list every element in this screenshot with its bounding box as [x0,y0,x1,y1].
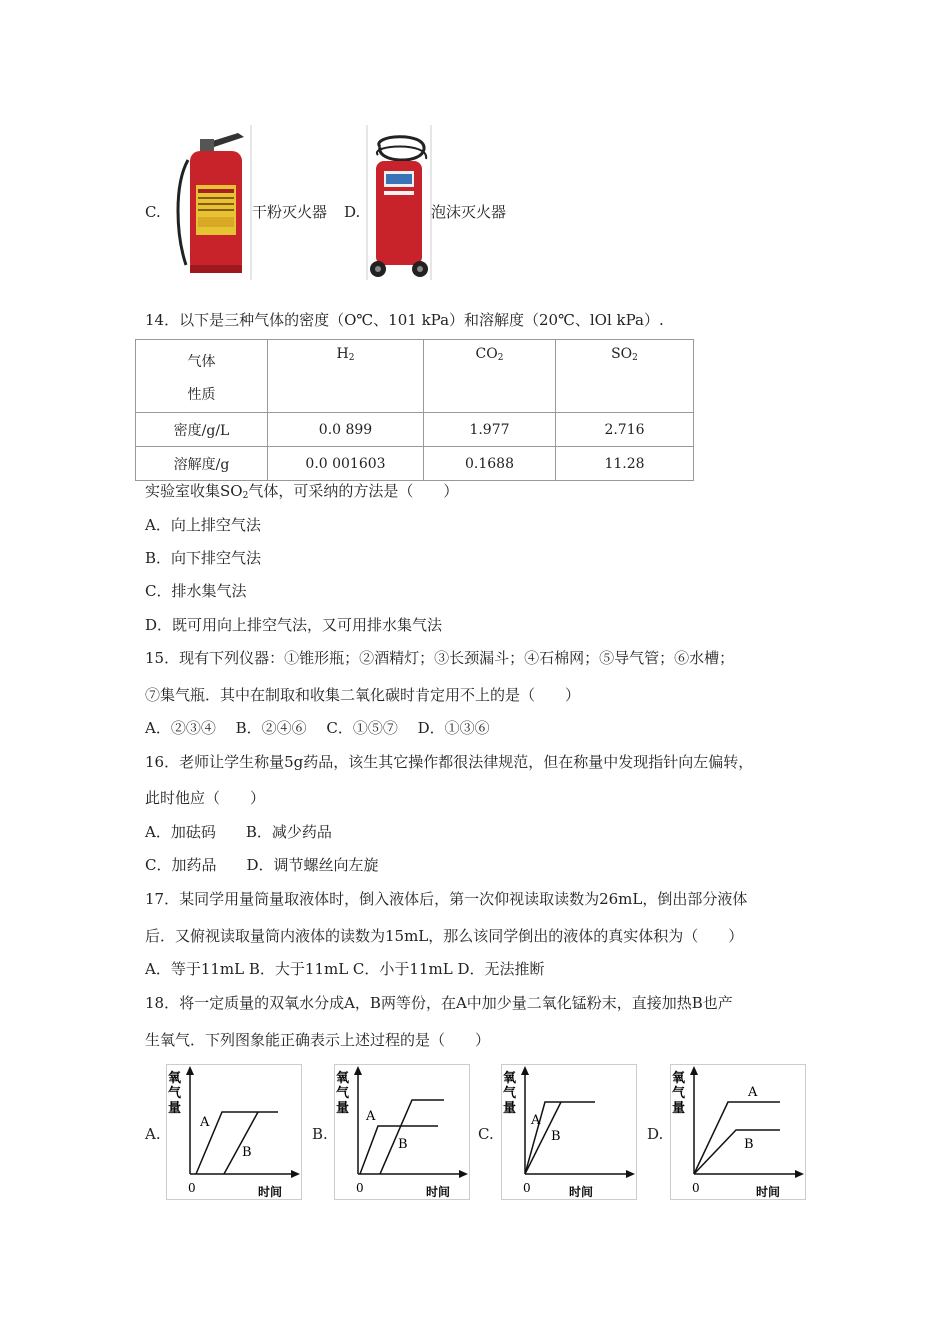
solubility-h2: 0.0 001603 [268,447,424,481]
q18-option-b-label: B. [312,1125,328,1143]
q14-option-c: C．排水集气法 [145,582,247,600]
q18-option-c-label: C. [478,1125,494,1143]
gas-header-h2: $H_2$ [268,340,424,413]
q18-graph-d [670,1064,806,1200]
density-so2: 2.716 [556,413,694,447]
y-axis-label: 氧气量 [168,1071,182,1116]
density-h2: 0.0 899 [268,413,424,447]
q15-options: A．②③④ B．②④⑥ C．①⑤⑦ D．①③⑥ [145,719,490,737]
q18-graph-c [501,1064,637,1200]
q17-line-2: 后．又俯视读取量筒内液体的读数为15mL，那么该同学倒出的液体的真实体积为（ ） [145,927,744,945]
series-a-label: A [200,1115,210,1130]
series-a-label: A [531,1113,541,1128]
q18-option-a-label: A. [145,1125,161,1143]
x-axis-label: 时间 [426,1185,451,1199]
q16-line-2: 此时他应（ ） [145,789,266,807]
row-label-density: 密度/g/L [136,413,268,447]
q14-option-b: B．向下排空气法 [145,549,262,567]
x-axis-label: 时间 [258,1185,283,1199]
x-axis-label: 时间 [756,1185,781,1199]
option-c-text: 干粉灭火器 [252,203,328,221]
series-b-label: B [398,1137,408,1152]
y-axis-label: 氧气量 [503,1071,517,1116]
gas-header-co2: $CO_2$ [424,340,556,413]
density-co2: 1.977 [424,413,556,447]
q16-line-1: 16．老师让学生称量5g药品，该生其它操作都很法律规范，但在称量中发现指针向左偏转， [145,753,754,771]
origin-label: 0 [356,1181,364,1195]
q18-line-2: 生氧气．下列图象能正确表示上述过程的是（ ） [145,1031,491,1049]
q14-option-d: D．既可用向上排空气法，又可用排水集气法 [145,616,443,634]
gas-header-so2: $SO_2$ [556,340,694,413]
option-c-letter: C. [145,203,161,221]
q14-question: 实验室收集$SO_2$气体，可采纳的方法是（ ） [145,482,459,501]
corner-top-label: 气体 [187,354,216,370]
x-axis-label: 时间 [569,1185,594,1199]
option-d-text: 泡沫灭火器 [431,203,507,221]
q18-option-d-label: D. [647,1125,664,1143]
dry-powder-extinguisher-image [168,125,252,280]
table-corner-cell [136,340,268,413]
solubility-so2: 11.28 [556,447,694,481]
q17-options: A．等于11mL B．大于11mL C．小于11mL D．无法推断 [145,960,545,978]
gas-properties-table [135,339,694,481]
series-a-label: A [366,1109,376,1124]
corner-bottom-label: 性质 [187,387,216,403]
y-axis-label: 氧气量 [672,1071,686,1116]
origin-label: 0 [188,1181,196,1195]
q16-options-1: A．加砝码 B．减少药品 [145,823,332,841]
origin-label: 0 [523,1181,531,1195]
q17-line-1: 17．某同学用量筒量取液体时，倒入液体后，第一次仰视读取读数为26mL，倒出部分液体 [145,890,748,908]
q15-line-1: 15．现有下列仪器：①锥形瓶；②酒精灯；③长颈漏斗；④石棉网；⑤导气管；⑥水槽； [145,649,735,667]
y-axis-label: 氧气量 [336,1071,350,1116]
table-row [136,447,694,481]
series-a-label: A [748,1085,758,1100]
series-b-label: B [744,1137,754,1152]
q18-graph-a [166,1064,302,1200]
origin-label: 0 [692,1181,700,1195]
q18-line-1: 18．将一定质量的双氧水分成A，B两等份，在A中加少量二氧化锰粉末，直接加热B也产 [145,994,733,1012]
row-label-solubility: 溶解度/g [136,447,268,481]
q18-graph-b [334,1064,470,1200]
q15-line-2: ⑦集气瓶．其中在制取和收集二氧化碳时肯定用不上的是（ ） [145,686,581,704]
q14-option-a: A．向上排空气法 [145,516,261,534]
option-d-letter: D. [344,203,361,221]
foam-extinguisher-image [366,125,432,280]
q16-options-2: C．加药品 D．调节螺丝向左旋 [145,856,379,874]
series-b-label: B [551,1129,561,1144]
solubility-co2: 0.1688 [424,447,556,481]
table-row [136,413,694,447]
q14-stem: 14．以下是三种气体的密度（O℃、101 kPa）和溶解度（20℃、lOl kPa）. [145,311,664,329]
series-b-label: B [242,1145,252,1160]
